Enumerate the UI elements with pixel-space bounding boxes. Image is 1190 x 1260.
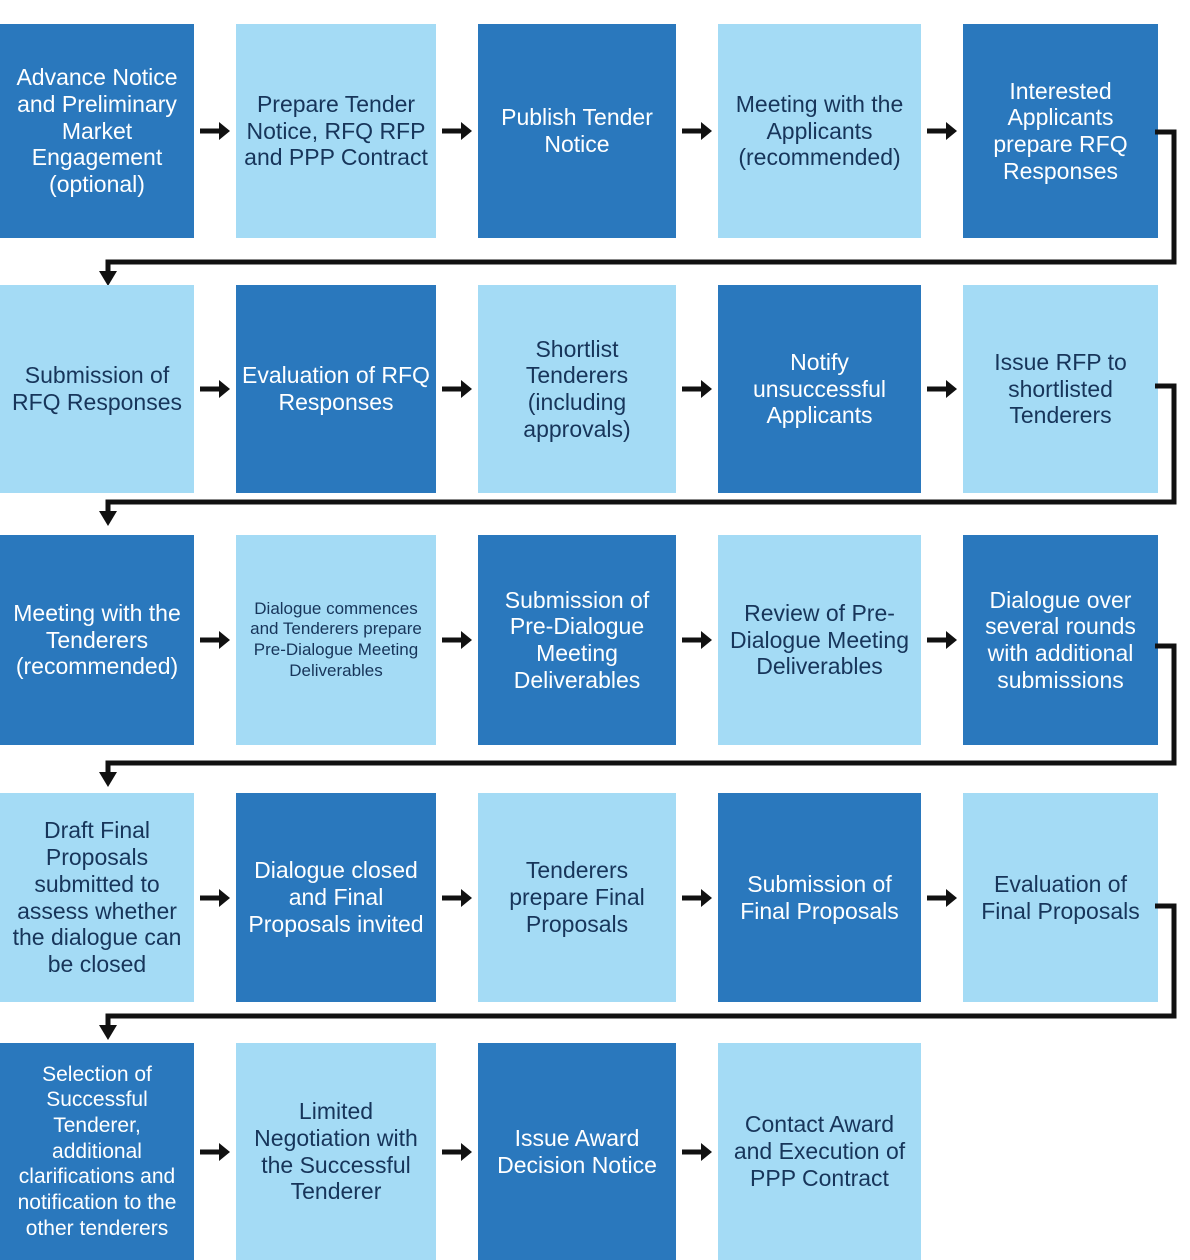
flow-step[interactable]: [478, 1043, 676, 1260]
flow-step-label: Evaluation of RFQ Responses: [242, 362, 430, 415]
arrow-right-icon: [436, 285, 478, 493]
flow-step-label: Evaluation of Final Proposals: [981, 870, 1140, 924]
flow-step[interactable]: [963, 793, 1158, 1002]
flow-row-3: [0, 535, 1190, 745]
flow-step-label: Review of Pre-Dialogue Meeting Deliverables: [729, 599, 909, 680]
flow-step[interactable]: [236, 24, 436, 238]
arrow-right-icon: [436, 535, 478, 745]
arrow-right-icon: [676, 535, 718, 745]
flow-step[interactable]: [0, 24, 194, 238]
arrow-right-icon: [436, 24, 478, 238]
arrow-right-icon: [676, 285, 718, 493]
flow-step-label: Contact Award and Execution of PPP Contract: [733, 1111, 906, 1191]
flow-step[interactable]: [718, 793, 921, 1002]
flow-step[interactable]: [478, 793, 676, 1002]
flow-step[interactable]: [963, 285, 1158, 493]
arrow-right-icon: [436, 793, 478, 1002]
flow-step[interactable]: [718, 535, 921, 745]
flow-step[interactable]: [718, 1043, 921, 1260]
flow-step[interactable]: [0, 793, 194, 1002]
flow-step-label: Shortlist Tenderers (including approvals): [523, 335, 631, 442]
flow-step-label: Advance Notice and Preliminary Market Engagement (optional): [16, 64, 178, 197]
flow-step[interactable]: [236, 793, 436, 1002]
flow-step-label: Submission of Final Proposals: [740, 870, 899, 924]
flow-step-label: Dialogue over several rounds with additional submissions: [985, 586, 1136, 693]
flow-step-label: Notify unsuccessful Applicants: [753, 348, 886, 429]
arrow-right-icon: [436, 1043, 478, 1260]
arrow-right-icon: [921, 285, 963, 493]
flow-step-label: Tenderers prepare Final Proposals: [509, 857, 645, 937]
arrow-right-icon: [921, 535, 963, 745]
flow-step[interactable]: [478, 24, 676, 238]
flow-step[interactable]: [963, 24, 1158, 238]
arrow-right-icon: [194, 285, 236, 493]
flow-step-label: Submission of Pre-Dialogue Meeting Deliverables: [504, 586, 650, 693]
arrow-right-icon: [194, 793, 236, 1002]
flow-step-label: Dialogue commences and Tenderers prepare Pre-Dialogue Meeting Deliverables: [250, 598, 422, 680]
flow-step-label: Selection of Successful Tenderer, additional clarifications and notification to the other tenderers: [17, 1062, 177, 1240]
flow-step-label: Prepare Tender Notice, RFQ RFP and PPP Contract: [244, 90, 428, 171]
flow-step-label: Limited Negotiation with the Successful Tenderer: [254, 1098, 418, 1205]
flow-step[interactable]: [236, 535, 436, 745]
flow-step-label: Publish Tender Notice: [501, 104, 653, 157]
flow-step-label: Draft Final Proposals submitted to assess whether the dialogue can be closed: [12, 817, 182, 977]
flow-row-2: [0, 285, 1190, 493]
flow-step[interactable]: [236, 1043, 436, 1260]
arrow-right-icon: [676, 793, 718, 1002]
arrow-right-icon: [676, 1043, 718, 1260]
flow-step[interactable]: [236, 285, 436, 493]
flow-step-label: Dialogue closed and Final Proposals invited: [248, 857, 424, 937]
flow-step[interactable]: [0, 285, 194, 493]
flow-step[interactable]: [0, 535, 194, 745]
flow-step-label: Issue RFP to shortlisted Tenderers: [994, 348, 1127, 429]
arrow-right-icon: [194, 535, 236, 745]
flow-step[interactable]: [0, 1043, 194, 1260]
flow-row-1: [0, 24, 1190, 238]
arrow-right-icon: [676, 24, 718, 238]
flow-step[interactable]: [718, 285, 921, 493]
flow-step-label: Meeting with the Applicants (recommended): [735, 90, 904, 171]
flow-step[interactable]: [718, 24, 921, 238]
row-end-spacer: [921, 1043, 1190, 1260]
arrow-right-icon: [194, 24, 236, 238]
flow-step[interactable]: [478, 285, 676, 493]
flow-step-label: Submission of RFQ Responses: [11, 362, 182, 415]
arrow-right-icon: [194, 1043, 236, 1260]
flow-row-5: [0, 1043, 1190, 1260]
flow-row-4: [0, 793, 1190, 1002]
flow-step-label: Issue Award Decision Notice: [497, 1124, 657, 1178]
flow-step-label: Interested Applicants prepare RFQ Responses: [993, 77, 1128, 184]
flow-step[interactable]: [963, 535, 1158, 745]
arrow-right-icon: [921, 793, 963, 1002]
flow-step-label: Meeting with the Tenderers (recommended): [13, 599, 181, 680]
flow-step[interactable]: [478, 535, 676, 745]
arrow-right-icon: [921, 24, 963, 238]
